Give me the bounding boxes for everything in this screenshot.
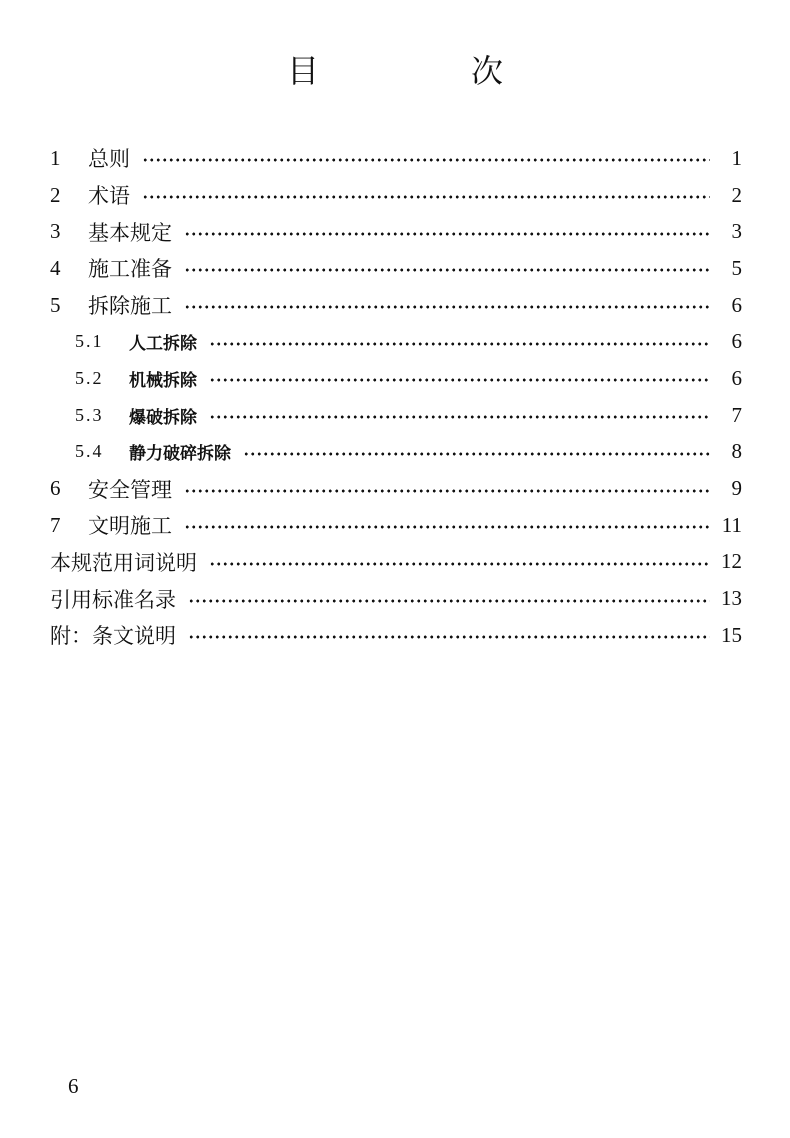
toc-dot-leader: [243, 452, 710, 456]
toc-entry-title: 基本规定: [88, 220, 172, 245]
toc-entry[interactable]: [50, 250, 742, 287]
toc-dot-leader: [184, 305, 710, 309]
toc-entry-number: 2: [50, 182, 61, 207]
toc-entry-title: 术语: [88, 184, 130, 209]
page-number: 6: [68, 1074, 79, 1098]
toc-entry[interactable]: [50, 287, 742, 324]
toc-entry-page: 1: [731, 145, 742, 170]
toc-entry[interactable]: [50, 360, 742, 397]
toc-entry-title: 引用标准名录: [50, 587, 176, 612]
toc-dot-leader: [209, 342, 710, 346]
toc-entry-page: 9: [731, 476, 742, 501]
toc-entry-title: 静力破碎拆除: [129, 444, 231, 465]
toc-entry-page: 6: [731, 292, 742, 317]
toc-entry-number: 7: [50, 512, 61, 537]
toc-entry-title: 机械拆除: [129, 370, 197, 391]
toc-entry-number: 4: [50, 255, 61, 280]
toc-entry-number: 5: [50, 292, 61, 317]
toc-entry-page: 6: [731, 365, 742, 390]
toc-entry-title: 安全管理: [88, 477, 172, 502]
table-of-contents: [50, 140, 742, 654]
toc-entry-page: 6: [731, 329, 742, 354]
toc-entry-number: 5.3: [75, 404, 104, 425]
toc-entry-title: 附：条文说明: [50, 624, 176, 649]
toc-dot-leader: [184, 232, 710, 236]
toc-entry-title: 拆除施工: [88, 294, 172, 319]
toc-entry-number: 3: [50, 219, 61, 244]
toc-entry-page: 12: [721, 549, 742, 574]
toc-entry-page: 5: [731, 255, 742, 280]
toc-entry[interactable]: [50, 323, 742, 360]
toc-entry[interactable]: [50, 434, 742, 471]
toc-entry-title: 总则: [88, 147, 130, 172]
toc-entry-number: 5.2: [75, 367, 104, 388]
toc-entry-title: 施工准备: [88, 257, 172, 282]
toc-entry-page: 8: [731, 439, 742, 464]
toc-entry-title: 文明施工: [88, 514, 172, 539]
toc-dot-leader: [209, 415, 710, 419]
toc-dot-leader: [209, 562, 710, 566]
toc-entry[interactable]: [50, 213, 742, 250]
toc-entry[interactable]: [50, 507, 742, 544]
toc-dot-leader: [184, 268, 710, 272]
toc-entry-page: 11: [721, 512, 742, 537]
toc-entry-title: 本规范用词说明: [50, 550, 197, 575]
page-title: 目 次: [286, 52, 563, 90]
toc-dot-leader: [184, 489, 710, 493]
toc-entry-number: 1: [50, 145, 61, 170]
toc-dot-leader: [184, 525, 710, 529]
toc-entry[interactable]: [50, 397, 742, 434]
toc-entry-title: 人工拆除: [129, 334, 197, 355]
toc-entry-page: 3: [731, 219, 742, 244]
toc-entry-number: 6: [50, 476, 61, 501]
toc-dot-leader: [142, 158, 710, 162]
toc-entry-title: 爆破拆除: [129, 407, 197, 428]
toc-entry-page: 13: [721, 586, 742, 611]
toc-entry-page: 7: [731, 402, 742, 427]
toc-entry[interactable]: [50, 470, 742, 507]
toc-entry-number: 5.1: [75, 331, 104, 352]
toc-entry[interactable]: [50, 140, 742, 177]
toc-dot-leader: [188, 599, 710, 603]
toc-dot-leader: [209, 378, 710, 382]
toc-dot-leader: [142, 195, 710, 199]
toc-entry-page: 15: [721, 622, 742, 647]
toc-entry[interactable]: [50, 617, 742, 654]
toc-dot-leader: [188, 635, 710, 639]
toc-entry[interactable]: [50, 177, 742, 214]
toc-entry[interactable]: [50, 544, 742, 581]
toc-entry[interactable]: [50, 580, 742, 617]
toc-entry-page: 2: [731, 182, 742, 207]
toc-entry-number: 5.4: [75, 441, 104, 462]
